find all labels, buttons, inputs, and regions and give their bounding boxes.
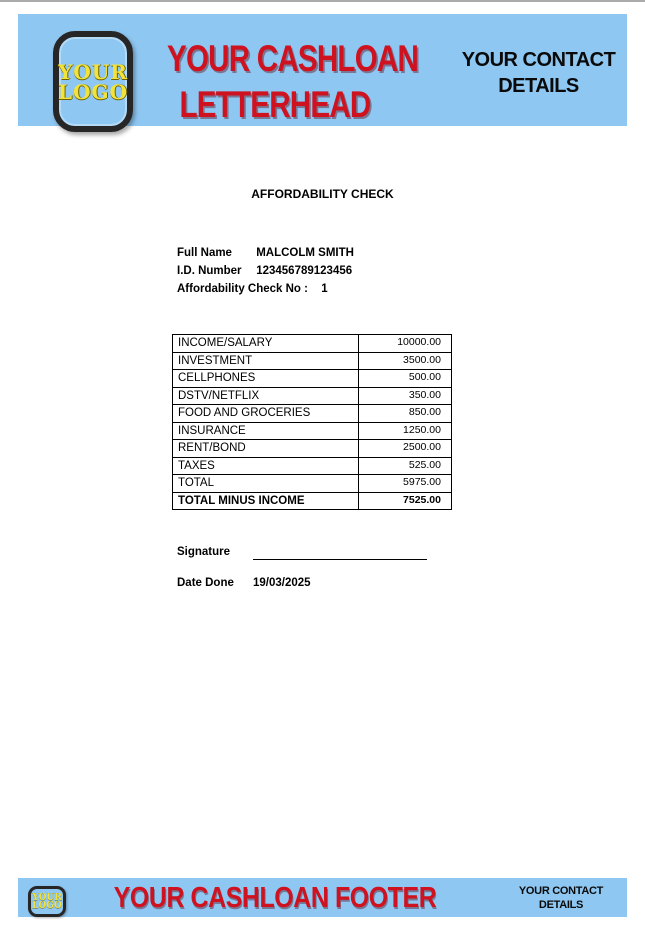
expense-value-cell: 2500.00 [359,440,452,458]
expense-label-cell: FOOD AND GROCERIES [173,405,359,423]
expense-label-cell: TAXES [173,457,359,475]
expense-label-cell: TOTAL MINUS INCOME [173,492,359,510]
date-done-label: Date Done [177,577,234,589]
signature-label: Signature [177,546,231,558]
expense-value-cell: 850.00 [359,405,452,423]
expense-value-cell: 7525.00 [359,492,452,510]
check-no-row [177,283,328,295]
table-row [173,405,452,423]
full-name-row [177,247,354,259]
table-row [173,422,452,440]
expense-value-cell: 3500.00 [359,352,452,370]
expense-table [172,334,452,510]
header-contact-details [446,47,631,99]
footer-contact-line2: DETAILS [538,899,584,911]
expense-label-cell: DSTV/NETFLIX [173,387,359,405]
footer-logo-text-line2: LOGO [32,900,62,911]
footer-brand-title: YOUR CASHLOAN FOOTER [113,882,437,914]
id-number-label: I.D. Number [177,265,242,277]
table-row-total-minus-income [173,492,452,510]
table-row [173,457,452,475]
date-done-value: 19/03/2025 [253,577,311,589]
expense-label-cell: INSURANCE [173,422,359,440]
id-number-row [177,265,352,277]
footer-logo [28,886,66,917]
check-no-label: Affordability Check No : [177,283,308,295]
full-name-label: Full Name [177,247,232,259]
header-contact-line1: YOUR CONTACT [461,49,616,71]
letterhead-brand-title [167,36,419,128]
table-row [173,475,452,493]
expense-label-cell: RENT/BOND [173,440,359,458]
signature-line [253,546,427,560]
table-row [173,370,452,388]
header-contact-line2: DETAILS [498,75,579,97]
check-no-value: 1 [321,283,328,295]
logo-text-line2: LOGO [58,79,128,104]
table-row [173,440,452,458]
full-name-value: MALCOLM SMITH [256,247,354,259]
logo-text-line1: YOUR [58,59,128,84]
table-row [173,387,452,405]
expense-value-cell: 10000.00 [359,335,452,353]
footer-contact-line1: YOUR CONTACT [518,885,604,897]
expense-value-cell: 350.00 [359,387,452,405]
expense-label-cell: TOTAL [173,475,359,493]
brand-title-line1: YOUR CASHLOAN [167,38,419,79]
footer-logo-text-line1: YOUR [32,892,62,903]
id-number-value: 123456789123456 [256,265,353,277]
expense-value-cell: 5975.00 [359,475,452,493]
table-row [173,352,452,370]
expense-label-cell: CELLPHONES [173,370,359,388]
expense-value-cell: 500.00 [359,370,452,388]
document-title: AFFORDABILITY CHECK [251,187,394,201]
company-logo [53,31,133,132]
header-banner [18,14,627,126]
expense-label-cell: INVESTMENT [173,352,359,370]
expense-label-cell: INCOME/SALARY [173,335,359,353]
expense-value-cell: 1250.00 [359,422,452,440]
brand-title-line2: LETTERHEAD [179,84,371,125]
table-row [173,335,452,353]
expense-value-cell: 525.00 [359,457,452,475]
footer-contact-details [500,884,622,912]
